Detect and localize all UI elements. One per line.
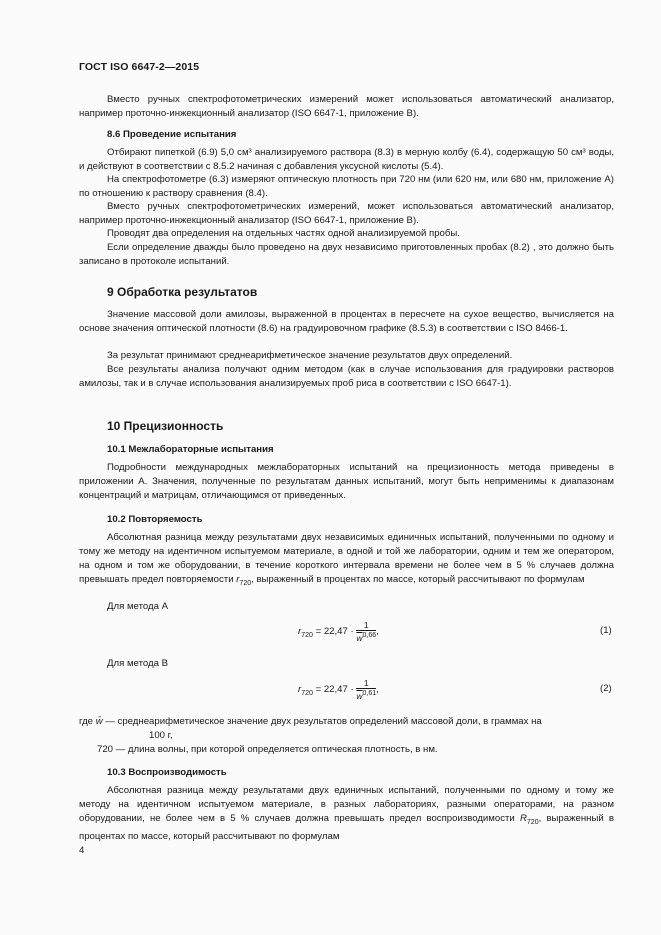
section-8-6-title: 8.6 Проведение испытания (107, 129, 237, 140)
s8-6-paragraph-5: Если определение дважды было проведено на двух независимо приготовленных пробах (8.2) , это должно быть записано в протоколе испытаний. (79, 242, 614, 267)
formula-1-fraction (356, 620, 376, 643)
s10-3-text-tail: , выраженный в процентах по массе, который рассчитывают по формулам (79, 813, 614, 842)
formula-2-lhs: r (298, 683, 302, 695)
formula-2-numerator: 1 (356, 678, 376, 689)
formula-2-exponent: 0,61 (362, 690, 377, 697)
formula-1-number: (1) (600, 625, 612, 636)
s8-6-paragraph-1: Отбирают пипеткой (6.9) 5,0 см³ анализируемого раствора (8.3) в мерную колбу (6.4), содержащую 50 см³ воды, и действуют в соответствии с 8.5.2 начиная с добавления уксусной кислоты (5.4). (79, 147, 614, 172)
section-9-title: 9 Обработка результатов (107, 285, 258, 299)
s8-6-paragraph-3: Вместо ручных спектрофотометрических измерений, может использоваться автоматический анализатор, например проточно-инжекционный анализатор (ISO 6647-1, приложение B). (79, 201, 614, 226)
s10-3-text: Абсолютная разница между результатами двух единичных испытаний, полученными по одному и тому же методу на идентичном испытуемом материале, в разных лабораториях, разными операторами, на разном оборудовании, не более чем в 5 % случаев должна превышать предел воспроизводимости (79, 785, 614, 824)
reproducibility-symbol: R (519, 813, 527, 824)
formula-2-fraction (356, 678, 376, 701)
formula-1-numerator: 1 (356, 620, 376, 631)
where-label: где (79, 716, 94, 727)
section-10-title: 10 Прецизионность (107, 419, 224, 433)
s10-1-paragraph-1: Подробности международных межлабораторных испытаний на прецизионность метода приведены в приложении А. Значения, полученные по результатам данных испытаний, могут быть неприменимы к диапазонам концентраций и матрицам, отличающимся от приведенных. (79, 462, 614, 501)
s10-2-paragraph-1 (79, 531, 614, 591)
where-w-symbol: w̄ (95, 716, 103, 727)
s8-6-paragraph-2: На спектрофотометре (6.3) измеряют оптическую плотность при 720 нм (или 620 нм, или 680 нм, приложение А) по отношению к раствору сравнения (8.4). (79, 174, 614, 199)
formula-2-end: , (376, 683, 379, 695)
section-10-1-title: 10.1 Межлабораторные испытания (107, 444, 274, 455)
formula-1-lhs-sub: 720 (301, 631, 313, 639)
s9-paragraph-1: Значение массовой доли амилозы, выраженной в процентах в пересчете на сухое вещество, вычисляется на основе значения оптической плотности (8.6) на градуировочном графике (8.5.3) в соответствии с ISO 8466-1. (79, 309, 614, 334)
formula-1-denominator-w: $\overline{w}$ (356, 632, 363, 643)
formula-2-denominator-w: $\overline{w}$ (356, 690, 363, 701)
s10-2-text: Абсолютная разница между результатами двух независимых единичных испытаний, полученными по одному и тому же методу на идентичном испытуемом материале, в одной и той же лаборатории, одним и тем же оператором, на одном и том же оборудовании, в течение короткого интервала времени не более чем в 5 % случаев должна превышать предел повторяемости (79, 532, 614, 585)
method-b-label: Для метода В (107, 658, 168, 669)
formula-1-lhs: r (298, 625, 302, 637)
page-number: 4 (79, 845, 85, 856)
s10-2-text-tail: , выраженный в процентах по массе, который рассчитывают по формулам (251, 574, 585, 585)
formula-1 (298, 620, 379, 643)
repeatability-subscript: 720 (239, 579, 252, 587)
formula-2 (298, 678, 379, 701)
formula-2-denominator (356, 689, 376, 701)
s9-paragraph-3: Все результаты анализа получают одним методом (как в случае использования для градуировки растворов амилозы, так и в случае использования анализируемых проб риса в соответствии с ISO 6647-1). (79, 364, 614, 389)
formula-2-lhs-sub: 720 (301, 689, 313, 697)
where-w-text: — среднеарифметическое значение двух результатов определений массовой доли, в граммах на (102, 716, 542, 727)
formula-1-exponent: 0,66 (362, 632, 377, 639)
formula-1-end: , (376, 625, 379, 637)
section-10-3-title: 10.3 Воспроизводимость (107, 767, 227, 778)
formula-2-op: = 22,47 · (315, 683, 354, 695)
top-paragraph: Вместо ручных спектрофотометрических измерений может использоваться автоматический анализатор, например проточно-инжекционный анализатор (ISO 6647-1, приложение B). (79, 94, 614, 119)
formula-2-number: (2) (600, 683, 612, 694)
formula-1-denominator (356, 631, 376, 643)
where-w-line-2: 100 г, (149, 730, 173, 741)
formula-1-op: = 22,47 · (315, 625, 354, 637)
where-720-line: 720 — длина волны, при которой определяется оптическая плотность, в нм. (97, 744, 438, 755)
standard-header: ГОСТ ISO 6647-2—2015 (79, 61, 200, 73)
s10-3-paragraph-1 (79, 784, 614, 844)
repeatability-symbol: r (236, 574, 240, 585)
method-a-label: Для метода А (107, 601, 168, 612)
section-10-2-title: 10.2 Повторяемость (107, 514, 203, 525)
s8-6-paragraph-4: Проводят два определения на отдельных частях одной анализируемой пробы. (107, 228, 460, 239)
reproducibility-subscript: 720 (526, 818, 539, 826)
where-w-line (79, 716, 542, 727)
s9-paragraph-2: За результат принимают среднеарифметическое значение результатов двух определений. (107, 350, 513, 361)
